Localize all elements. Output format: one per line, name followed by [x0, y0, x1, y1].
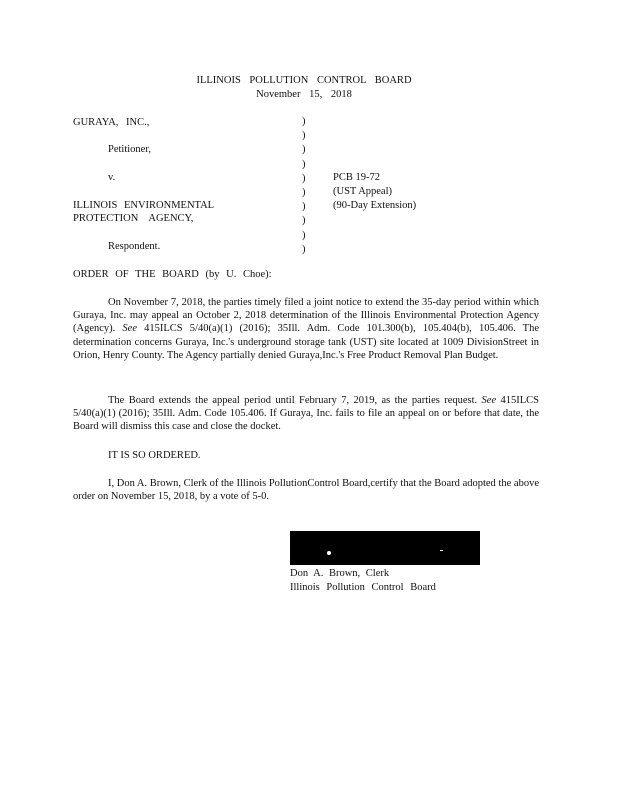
- caption-divider: ) ) ) ) ) ) ) ) ) ): [302, 116, 306, 255]
- paragraph-extension: The Board extends the appeal period until February 7, 2019, as the parties request. See 415ILCS 5/40(a)(1) (2016); 35Ill. Adm. Code 105.406. If Guraya, Inc. fails to file an appeal on or before that date, the Board will dismiss this case and close the docket.: [73, 395, 539, 433]
- respondent-name-line2: PROTECTION AGENCY,: [73, 213, 194, 224]
- so-ordered: IT IS SO ORDERED.: [108, 450, 201, 461]
- paragraph-determination: On November 7, 2018, the parties timely filed a joint notice to extend the 35-day period within which Guraya, Inc. may appeal an October 2, 2018 determination of the Illinois Environmental Protection Agency (Agency). See 415ILCS 5/40(a)(1) (2016); 35Ill. Adm. Code 101.300(b), 105.404(b), 105.406. The determination concerns Guraya, Inc.'s underground storage tank (UST) site located at 1009 DivisionStreet in Orion, Henry County. The Agency partially denied Guraya,Inc.'s Free Product Removal Plan Budget.: [73, 297, 539, 361]
- case-type: (UST Appeal): [333, 186, 393, 197]
- case-extension: (90-Day Extension): [333, 200, 417, 211]
- petitioner-name: GURAYA, INC.,: [73, 117, 150, 128]
- clerk-organization: Illinois Pollution Control Board: [290, 582, 436, 593]
- respondent-name-line1: ILLINOIS ENVIRONMENTAL: [73, 200, 215, 211]
- order-title: ORDER OF THE BOARD (by U. Choe):: [73, 269, 272, 280]
- clerk-name: Don A. Brown, Clerk: [290, 568, 390, 579]
- order-date: November 15, 2018: [256, 89, 352, 100]
- versus-label: v.: [108, 172, 116, 183]
- respondent-role: Respondent.: [108, 241, 161, 252]
- board-heading: ILLINOIS POLLUTION CONTROL BOARD: [196, 75, 412, 86]
- case-number: PCB 19-72: [333, 172, 380, 183]
- paragraph-certification: I, Don A. Brown, Clerk of the Illinois PollutionControl Board,certify that the Board adopted the above order on November 15, 2018, by a vote of 5-0.: [73, 478, 539, 503]
- petitioner-role: Petitioner,: [108, 144, 152, 155]
- redacted-signature: [290, 531, 480, 565]
